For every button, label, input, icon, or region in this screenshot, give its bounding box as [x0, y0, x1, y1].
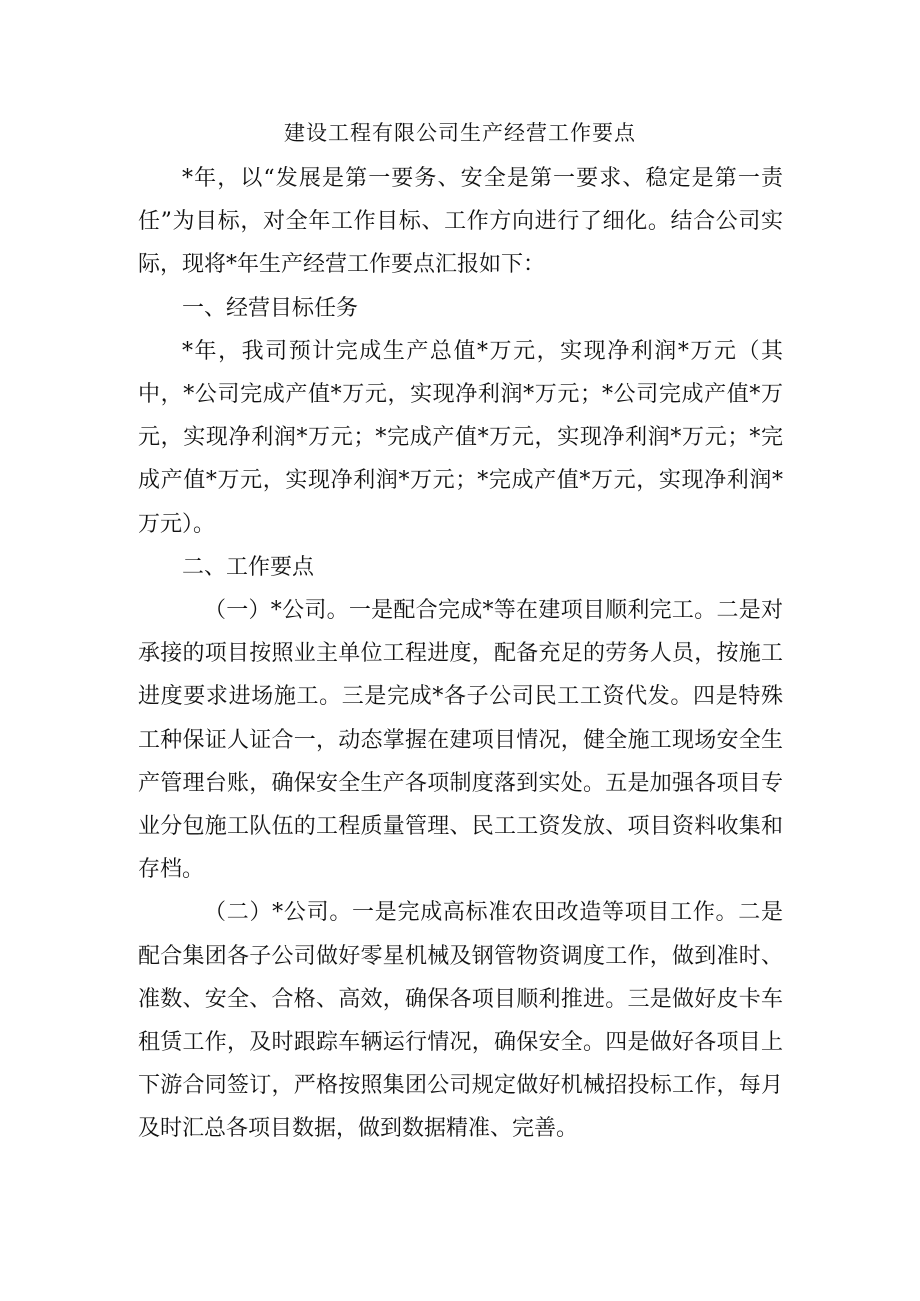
- document-title: 建设工程有限公司生产经营工作要点: [284, 121, 636, 145]
- section-heading-work-points: 二、工作要点: [182, 554, 315, 580]
- business-targets-paragraph: *年，我司预计完成生产总值*万元，实现净利润*万元（其中，*公司完成产值*万元，实现净利润*万元；*公司完成产值*万元，实现净利润*万元；*完成产值*万元，实现净利润*万元；*完成产值*万元，实现净利润*万元；*完成产值*万元，实现净利润*万元）。: [138, 338, 783, 537]
- document-body: [138, 157, 783, 1151]
- section-heading-business-targets: 一、经营目标任务: [182, 295, 359, 321]
- work-point-item-2: （二）*公司。一是完成高标准农田改造等项目工作。二是配合集团各子公司做好零星机械及钢管物资调度工作，做到准时、准数、安全、合格、高效，确保各项目顺利推进。三是做好皮卡车租赁工作，及时跟踪车辆运行情况，确保安全。四是做好各项目上下游合同签订，严格按照集团公司规定做好机械招投标工作，每月及时汇总各项目数据，做到数据精准、完善。: [138, 900, 783, 1142]
- intro-paragraph: *年，以“发展是第一要务、安全是第一要求、稳定是第一责任”为目标，对全年工作目标、工作方向进行了细化。结合公司实际，现将*年生产经营工作要点汇报如下：: [138, 166, 783, 278]
- work-point-item-1: （一）*公司。一是配合完成*等在建项目顺利完工。二是对承接的项目按照业主单位工程进度，配备充足的劳务人员，按施工进度要求进场施工。三是完成*各子公司民工工资代发。四是特殊工种保证人证合一，动态掌握在建项目情况，健全施工现场安全生产管理台账，确保安全生产各项制度落到实处。五是加强各项目专业分包施工队伍的工程质量管理、民工工资发放、项目资料收集和存档。: [138, 598, 783, 883]
